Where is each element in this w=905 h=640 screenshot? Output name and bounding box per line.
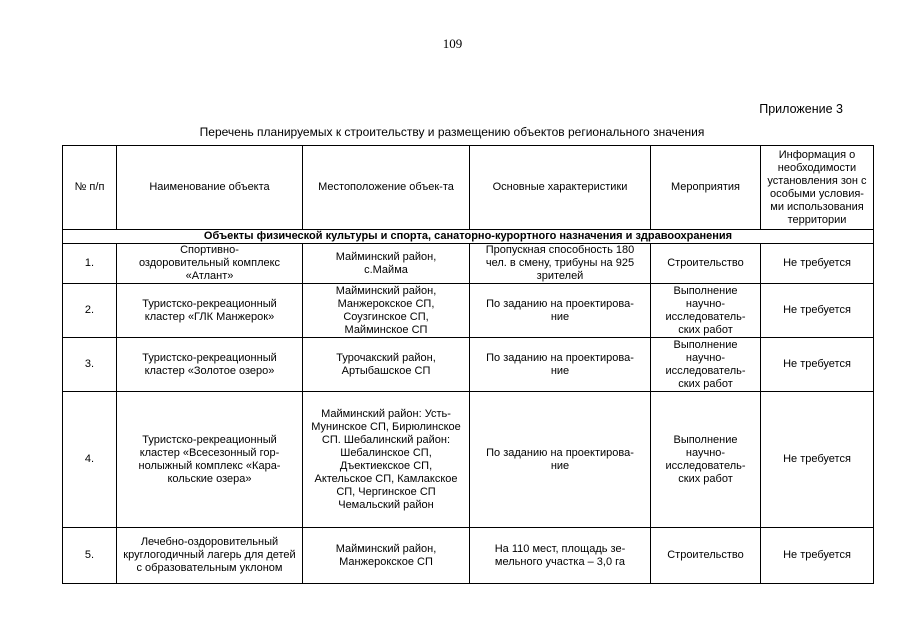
row-name: Спортивно-оздоровительный комплекс «Атлант» bbox=[117, 244, 303, 284]
row-zones: Не требуется bbox=[761, 338, 874, 392]
row-name: Туристско-рекреационный кластер «ГЛК Манжерок» bbox=[117, 284, 303, 338]
header-characteristics: Основные характеристики bbox=[470, 146, 651, 230]
row-number: 4. bbox=[63, 392, 117, 528]
row-location: Турочакский район, Артыбашское СП bbox=[303, 338, 470, 392]
row-zones: Не требуется bbox=[761, 244, 874, 284]
row-location: Майминский район, Манжерокское СП, Соузгинское СП, Майминское СП bbox=[303, 284, 470, 338]
row-activity: Строительство bbox=[651, 528, 761, 584]
objects-table bbox=[62, 145, 874, 584]
row-number: 2. bbox=[63, 284, 117, 338]
row-activity: Выполнение научно-исследователь-ских работ bbox=[651, 392, 761, 528]
page-number: 109 bbox=[442, 36, 463, 51]
row-number: 5. bbox=[63, 528, 117, 584]
row-name: Туристско-рекреационный кластер «Золотое озеро» bbox=[117, 338, 303, 392]
row-characteristics: Пропускная способность 180 чел. в смену, трибуны на 925 зрителей bbox=[470, 244, 651, 284]
document-title: Перечень планируемых к строительству и размещению объектов регионального значения bbox=[199, 125, 705, 139]
row-number: 1. bbox=[63, 244, 117, 284]
row-number: 3. bbox=[63, 338, 117, 392]
row-zones: Не требуется bbox=[761, 528, 874, 584]
table-row bbox=[63, 392, 874, 528]
table-header-row bbox=[63, 146, 874, 230]
table-row bbox=[63, 244, 874, 284]
table-row bbox=[63, 528, 874, 584]
header-name: Наименование объекта bbox=[117, 146, 303, 230]
row-characteristics: По заданию на проектирова-ние bbox=[470, 392, 651, 528]
header-number: № п/п bbox=[63, 146, 117, 230]
row-activity: Выполнение научно-исследователь-ских работ bbox=[651, 284, 761, 338]
table-row bbox=[63, 338, 874, 392]
row-activity: Строительство bbox=[651, 244, 761, 284]
section-row bbox=[63, 230, 874, 244]
row-characteristics: На 110 мест, площадь зе-мельного участка – 3,0 га bbox=[470, 528, 651, 584]
row-zones: Не требуется bbox=[761, 392, 874, 528]
row-characteristics: По заданию на проектирова-ние bbox=[470, 338, 651, 392]
header-activity: Мероприятия bbox=[651, 146, 761, 230]
header-location: Местоположение объек-та bbox=[303, 146, 470, 230]
row-zones: Не требуется bbox=[761, 284, 874, 338]
row-location: Майминский район, Манжерокское СП bbox=[303, 528, 470, 584]
row-name: Лечебно-оздоровительный круглогодичный лагерь для детей с образовательным уклоном bbox=[117, 528, 303, 584]
appendix-label: Приложение 3 bbox=[759, 102, 843, 116]
row-location: Майминский район: Усть-Мунинское СП, Бирюлинское СП. Шебалинский район: Шебалинское СП, Дъектиекское СП, Актельское СП, Камлакское СП, Чергинское СП Чемальский район bbox=[303, 392, 470, 528]
row-name: Туристско-рекреационный кластер «Всесезонный гор-нолыжный комплекс «Кара-кольские озера» bbox=[117, 392, 303, 528]
header-zones: Информация о необходимости установления зон с особыми условия-ми использования территории bbox=[761, 146, 874, 230]
section-title: Объекты физической культуры и спорта, санаторно-курортного назначения и здравоохранения bbox=[63, 230, 874, 244]
table-row bbox=[63, 284, 874, 338]
row-characteristics: По заданию на проектирова-ние bbox=[470, 284, 651, 338]
row-location: Майминский район, с.Майма bbox=[303, 244, 470, 284]
row-activity: Выполнение научно-исследователь-ских работ bbox=[651, 338, 761, 392]
